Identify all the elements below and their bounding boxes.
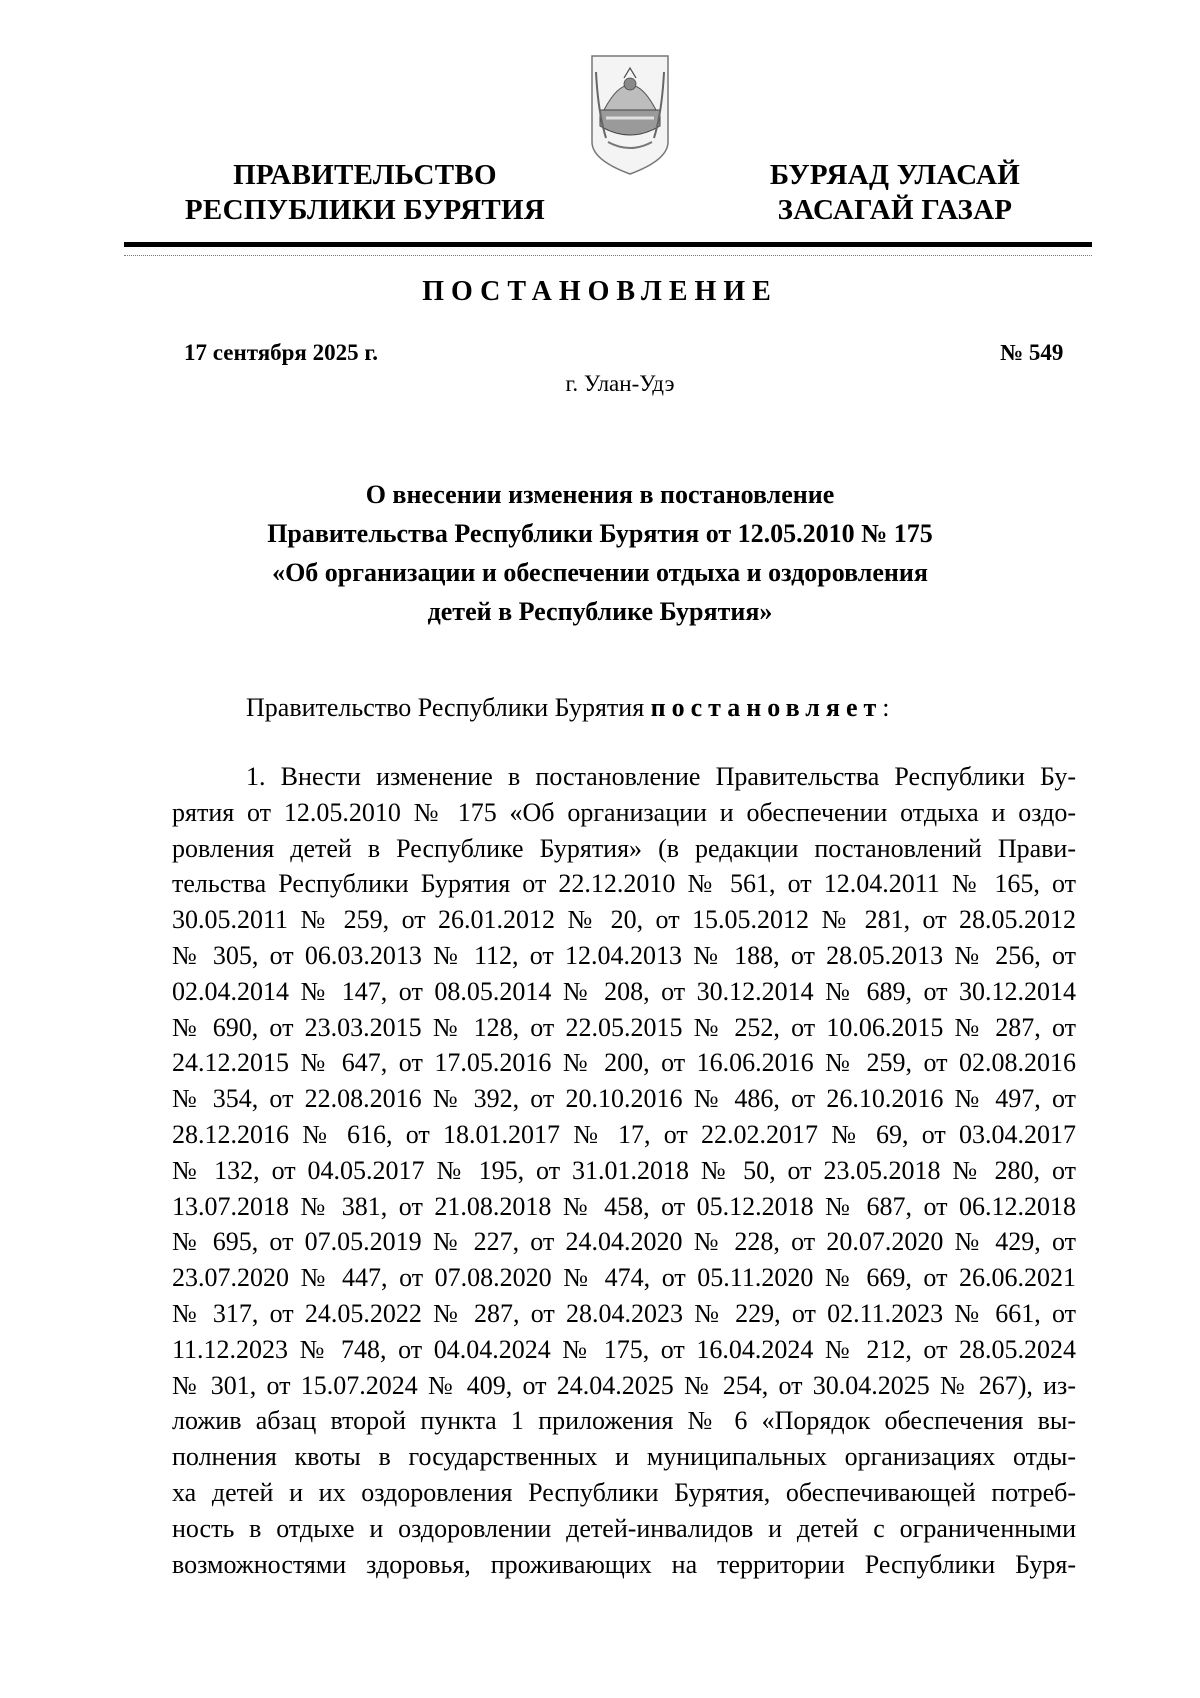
body-line: ложив абзац второй пункта 1 приложения № 6 «Порядок обеспечения вы- bbox=[172, 1406, 1076, 1436]
body-line: 28.12.2016 № 616, от 18.01.2017 № 17, от 22.02.2017 № 69, от 03.04.2017 bbox=[172, 1119, 1076, 1149]
body-line: № 317, от 24.05.2022 № 287, от 28.04.2023 № 229, от 02.11.2023 № 661, от bbox=[172, 1298, 1076, 1328]
body-line: № 354, от 22.08.2016 № 392, от 20.10.2016 № 486, от 26.10.2016 № 497, от bbox=[172, 1084, 1076, 1114]
body-line: рятия от 12.05.2010 № 175 «Об организации и обеспечении отдыха и оздо- bbox=[172, 797, 1076, 827]
body-line: 1. Внести изменение в постановление Правительства Республики Бу- bbox=[246, 762, 1076, 791]
coat-of-arms-icon bbox=[588, 52, 672, 178]
document-number: № 549 bbox=[1000, 340, 1064, 365]
document-type: ПОСТАНОВЛЕНИЕ bbox=[422, 276, 778, 307]
preamble-colon: : bbox=[882, 693, 890, 722]
org-name-bua bbox=[745, 158, 1045, 228]
body-line: ровления детей в Республике Бурятия» (в редакции постановлений Прави- bbox=[172, 833, 1076, 863]
body-line: 11.12.2023 № 748, от 04.04.2024 № 175, от 16.04.2024 № 212, от 28.05.2024 bbox=[172, 1334, 1076, 1364]
title-line: детей в Республике Бурятия» bbox=[427, 597, 773, 626]
document-title bbox=[0, 475, 1200, 631]
title-line: Правительства Республики Бурятия от 12.05.2010 № 175 bbox=[267, 519, 933, 548]
body-paragraph bbox=[172, 759, 1076, 1582]
body-line: тельства Республики Бурятия от 22.12.2010 № 561, от 12.04.2011 № 165, от bbox=[172, 869, 1076, 899]
document-city: г. Улан-Удэ bbox=[565, 371, 675, 396]
body-line: 30.05.2011 № 259, от 26.01.2012 № 20, от 15.05.2012 № 281, от 28.05.2012 bbox=[172, 905, 1076, 935]
preamble-resolves: постановляет bbox=[650, 693, 883, 722]
body-line: № 301, от 15.07.2024 № 409, от 24.04.2025 № 254, от 30.04.2025 № 267), из- bbox=[172, 1370, 1076, 1400]
org-name-ru-line-1: ПРАВИТЕЛЬСТВО bbox=[233, 159, 497, 191]
body-line: № 690, от 23.03.2015 № 128, от 22.05.2015 № 252, от 10.06.2015 № 287, от bbox=[172, 1012, 1076, 1042]
body-line: № 305, от 06.03.2013 № 112, от 12.04.2013 № 188, от 28.05.2013 № 256, от bbox=[172, 940, 1076, 970]
org-name-bua-line-2: ЗАСАГАЙ ГАЗАР bbox=[777, 194, 1013, 226]
title-line: «Об организации и обеспечении отдыха и оздоровления bbox=[272, 558, 928, 587]
body-line: № 132, от 04.05.2017 № 195, от 31.01.2018 № 50, от 23.05.2018 № 280, от bbox=[172, 1155, 1076, 1185]
body-line: 02.04.2014 № 147, от 08.05.2014 № 208, от 30.12.2014 № 689, от 30.12.2014 bbox=[172, 976, 1076, 1006]
body-line: полнения квоты в государственных и муниципальных организациях отды- bbox=[172, 1442, 1076, 1472]
preamble-text: Правительство Республики Бурятия bbox=[246, 693, 651, 722]
body-line: ность в отдыхе и оздоровлении детей-инвалидов и детей с ограниченными bbox=[172, 1513, 1076, 1543]
body-line: № 695, от 07.05.2019 № 227, от 24.04.2020 № 228, от 20.07.2020 № 429, от bbox=[172, 1227, 1076, 1257]
header-divider-thin bbox=[124, 255, 1092, 256]
document-date: 17 сентября 2025 г. bbox=[184, 340, 378, 365]
org-name-ru-line-2: РЕСПУБЛИКИ БУРЯТИЯ bbox=[184, 194, 546, 226]
body-line: ха детей и их оздоровления Республики Бурятия, обеспечивающей потреб- bbox=[172, 1477, 1076, 1507]
body-line: возможностями здоровья, проживающих на территории Республики Буря- bbox=[172, 1549, 1076, 1579]
org-name-bua-line-1: БУРЯАД УЛАСАЙ bbox=[769, 159, 1021, 191]
preamble bbox=[246, 693, 890, 723]
body-line: 24.12.2015 № 647, от 17.05.2016 № 200, от 16.06.2016 № 259, от 02.08.2016 bbox=[172, 1048, 1076, 1078]
body-line: 13.07.2018 № 381, от 21.08.2018 № 458, от 05.12.2018 № 687, от 06.12.2018 bbox=[172, 1191, 1076, 1221]
org-name-ru bbox=[175, 158, 555, 228]
title-line: О внесении изменения в постановление bbox=[365, 480, 835, 509]
body-line: 23.07.2020 № 447, от 07.08.2020 № 474, от 05.11.2020 № 669, от 26.06.2021 bbox=[172, 1263, 1076, 1293]
header-divider-thick bbox=[124, 242, 1092, 247]
